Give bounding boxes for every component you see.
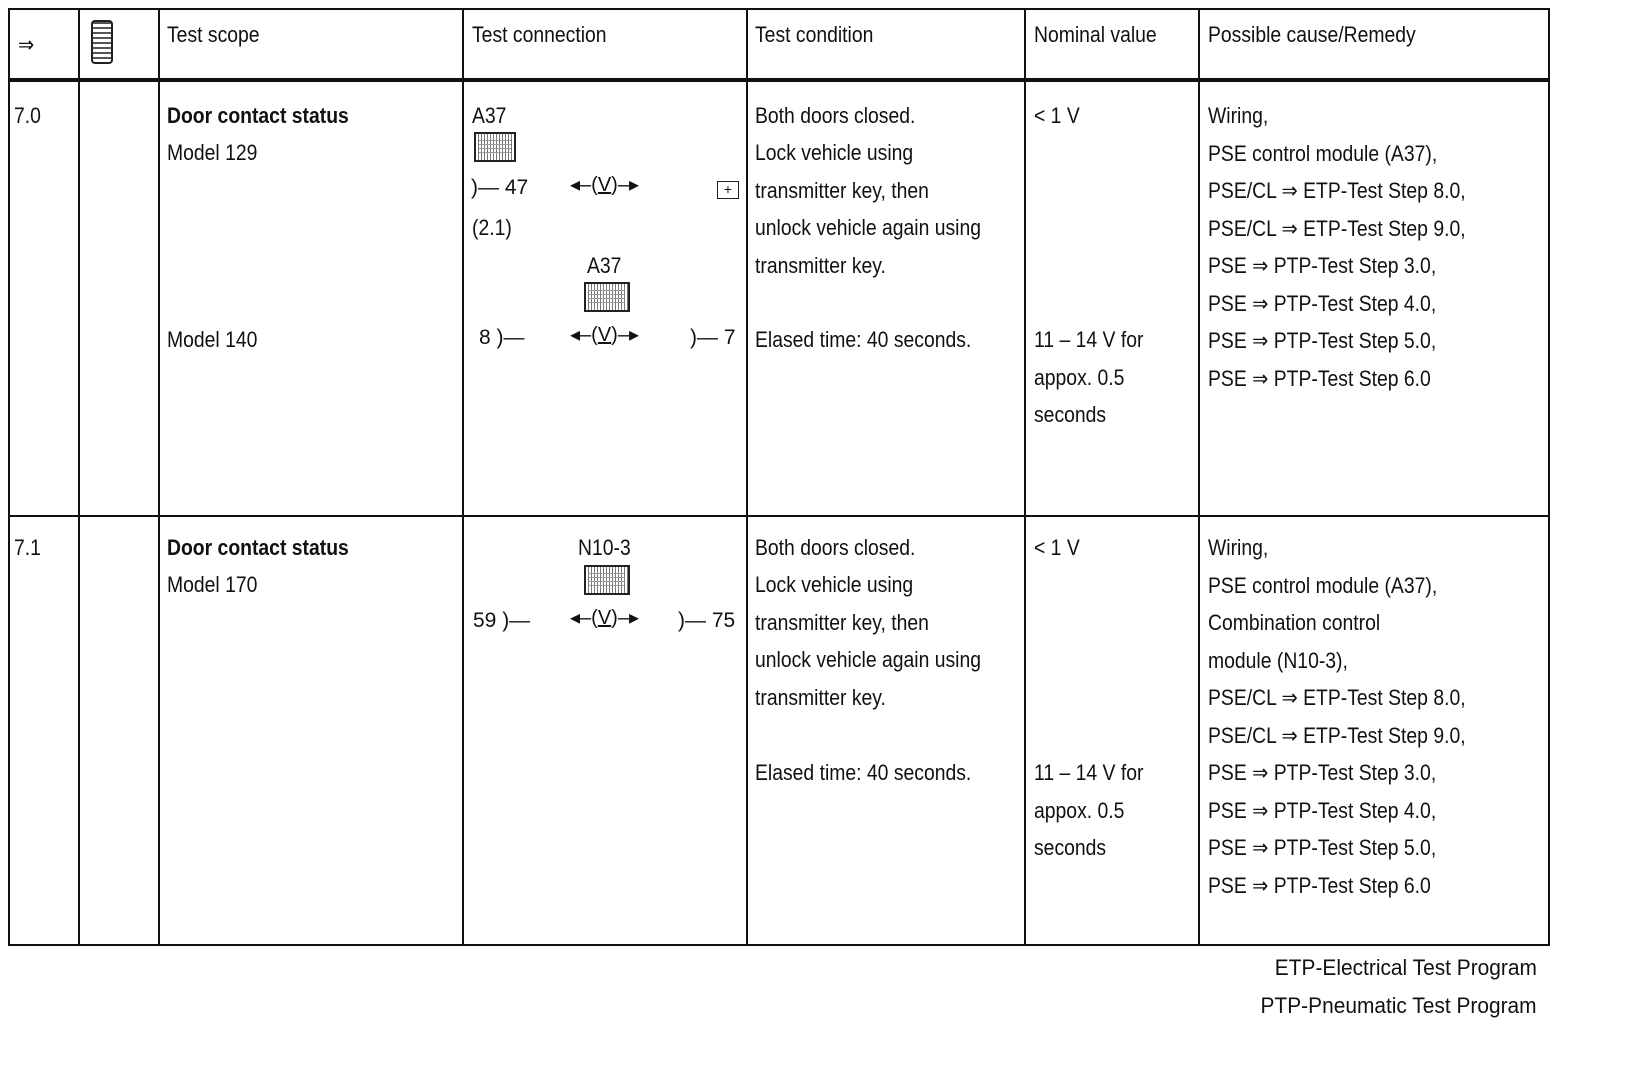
condition-text: Elased time: 40 seconds.	[755, 760, 972, 785]
step-number: 7.1	[14, 535, 41, 560]
tester-device-icon	[91, 20, 113, 64]
header-possible-cause: Possible cause/Remedy	[1208, 22, 1416, 47]
cause-item: Combination control	[1208, 610, 1381, 635]
control-module-icon	[584, 565, 630, 595]
cause-item: PSE ⇒ PTP-Test Step 6.0	[1208, 872, 1431, 898]
module-label: A37	[587, 253, 622, 278]
col-divider	[746, 10, 748, 944]
condition-text: Both doors closed.	[755, 103, 916, 128]
col-divider	[1024, 10, 1026, 944]
header-test-condition: Test condition	[755, 22, 874, 47]
nominal-value: 11 – 14 V for	[1034, 760, 1144, 785]
condition-text: Elased time: 40 seconds.	[755, 327, 972, 352]
pin-note: (2.1)	[472, 215, 512, 240]
row-divider	[10, 515, 1548, 517]
module-label: N10-3	[578, 535, 631, 560]
cause-item: PSE/CL ⇒ ETP-Test Step 8.0,	[1208, 685, 1466, 710]
cause-item: PSE control module (A37),	[1208, 572, 1438, 598]
nominal-value: seconds	[1034, 402, 1107, 427]
cause-item: PSE ⇒ PTP-Test Step 3.0,	[1208, 253, 1437, 278]
socket-pin: 8 )—	[479, 326, 525, 349]
scope-model: Model 170	[167, 572, 258, 597]
header-nominal-value: Nominal value	[1034, 22, 1157, 47]
cause-item: PSE ⇒ PTP-Test Step 4.0,	[1208, 797, 1437, 823]
col-divider	[78, 10, 80, 944]
condition-text: transmitter key.	[755, 253, 886, 278]
cause-item: PSE/CL ⇒ ETP-Test Step 9.0,	[1208, 722, 1466, 748]
nominal-value: < 1 V	[1034, 103, 1080, 128]
nominal-value: appox. 0.5	[1034, 365, 1125, 390]
cause-item: PSE ⇒ PTP-Test Step 3.0,	[1208, 760, 1437, 785]
condition-text: transmitter key, then	[755, 610, 929, 635]
cause-list	[1208, 97, 1466, 397]
header-test-connection: Test connection	[472, 22, 607, 47]
nominal-value: appox. 0.5	[1034, 798, 1125, 823]
nominal-value: < 1 V	[1034, 535, 1080, 560]
cause-item: PSE/CL ⇒ ETP-Test Step 8.0,	[1208, 178, 1466, 203]
header-test-scope: Test scope	[167, 22, 260, 47]
socket-pin: )— 7	[690, 326, 736, 349]
condition-text: Lock vehicle using	[755, 140, 914, 165]
scope-model: Model 140	[167, 327, 258, 352]
step-number: 7.0	[14, 103, 41, 128]
cause-item: PSE ⇒ PTP-Test Step 4.0,	[1208, 290, 1437, 316]
cause-item: PSE ⇒ PTP-Test Step 5.0,	[1208, 328, 1437, 353]
control-module-icon	[584, 282, 630, 312]
col-divider	[1198, 10, 1200, 944]
condition-text: transmitter key.	[755, 685, 886, 710]
cause-item: Wiring,	[1208, 103, 1269, 128]
condition-text: Lock vehicle using	[755, 572, 914, 597]
cause-list	[1208, 529, 1466, 904]
footnote-etp: ETP-Electrical Test Program	[1274, 955, 1537, 980]
nominal-value: seconds	[1034, 835, 1107, 860]
cause-item: PSE ⇒ PTP-Test Step 6.0	[1208, 365, 1431, 391]
footnote-ptp: PTP-Pneumatic Test Program	[1260, 993, 1537, 1018]
voltmeter-icon: ◂‒(V)‒▸	[570, 607, 639, 629]
nominal-value: 11 – 14 V for	[1034, 327, 1144, 352]
header-arrow: ⇒	[18, 32, 35, 57]
cause-item: module (N10-3),	[1208, 647, 1348, 673]
scope-model: Model 129	[167, 140, 258, 165]
cause-item: Wiring,	[1208, 535, 1269, 560]
scope-title: Door contact status	[167, 535, 349, 560]
condition-text: transmitter key, then	[755, 178, 929, 203]
condition-text: Both doors closed.	[755, 535, 916, 560]
scope-title: Door contact status	[167, 103, 349, 128]
header-divider	[10, 78, 1548, 82]
socket-pin: 59 )—	[473, 609, 531, 632]
col-divider	[158, 10, 160, 944]
condition-text: unlock vehicle again using	[755, 647, 982, 672]
module-label: A37	[472, 103, 507, 128]
cause-item: PSE control module (A37),	[1208, 140, 1438, 166]
condition-text: unlock vehicle again using	[755, 215, 982, 240]
cause-item: PSE ⇒ PTP-Test Step 5.0,	[1208, 835, 1437, 860]
voltmeter-icon: ◂‒(V)‒▸	[570, 174, 639, 196]
voltmeter-icon: ◂‒(V)‒▸	[570, 324, 639, 346]
col-divider	[462, 10, 464, 944]
socket-pin: )— 47	[471, 176, 529, 199]
cause-item: PSE/CL ⇒ ETP-Test Step 9.0,	[1208, 215, 1466, 241]
battery-plus-icon: +	[717, 181, 739, 199]
socket-pin: )— 75	[678, 609, 736, 632]
control-module-icon	[474, 132, 516, 162]
test-table	[8, 8, 1550, 946]
